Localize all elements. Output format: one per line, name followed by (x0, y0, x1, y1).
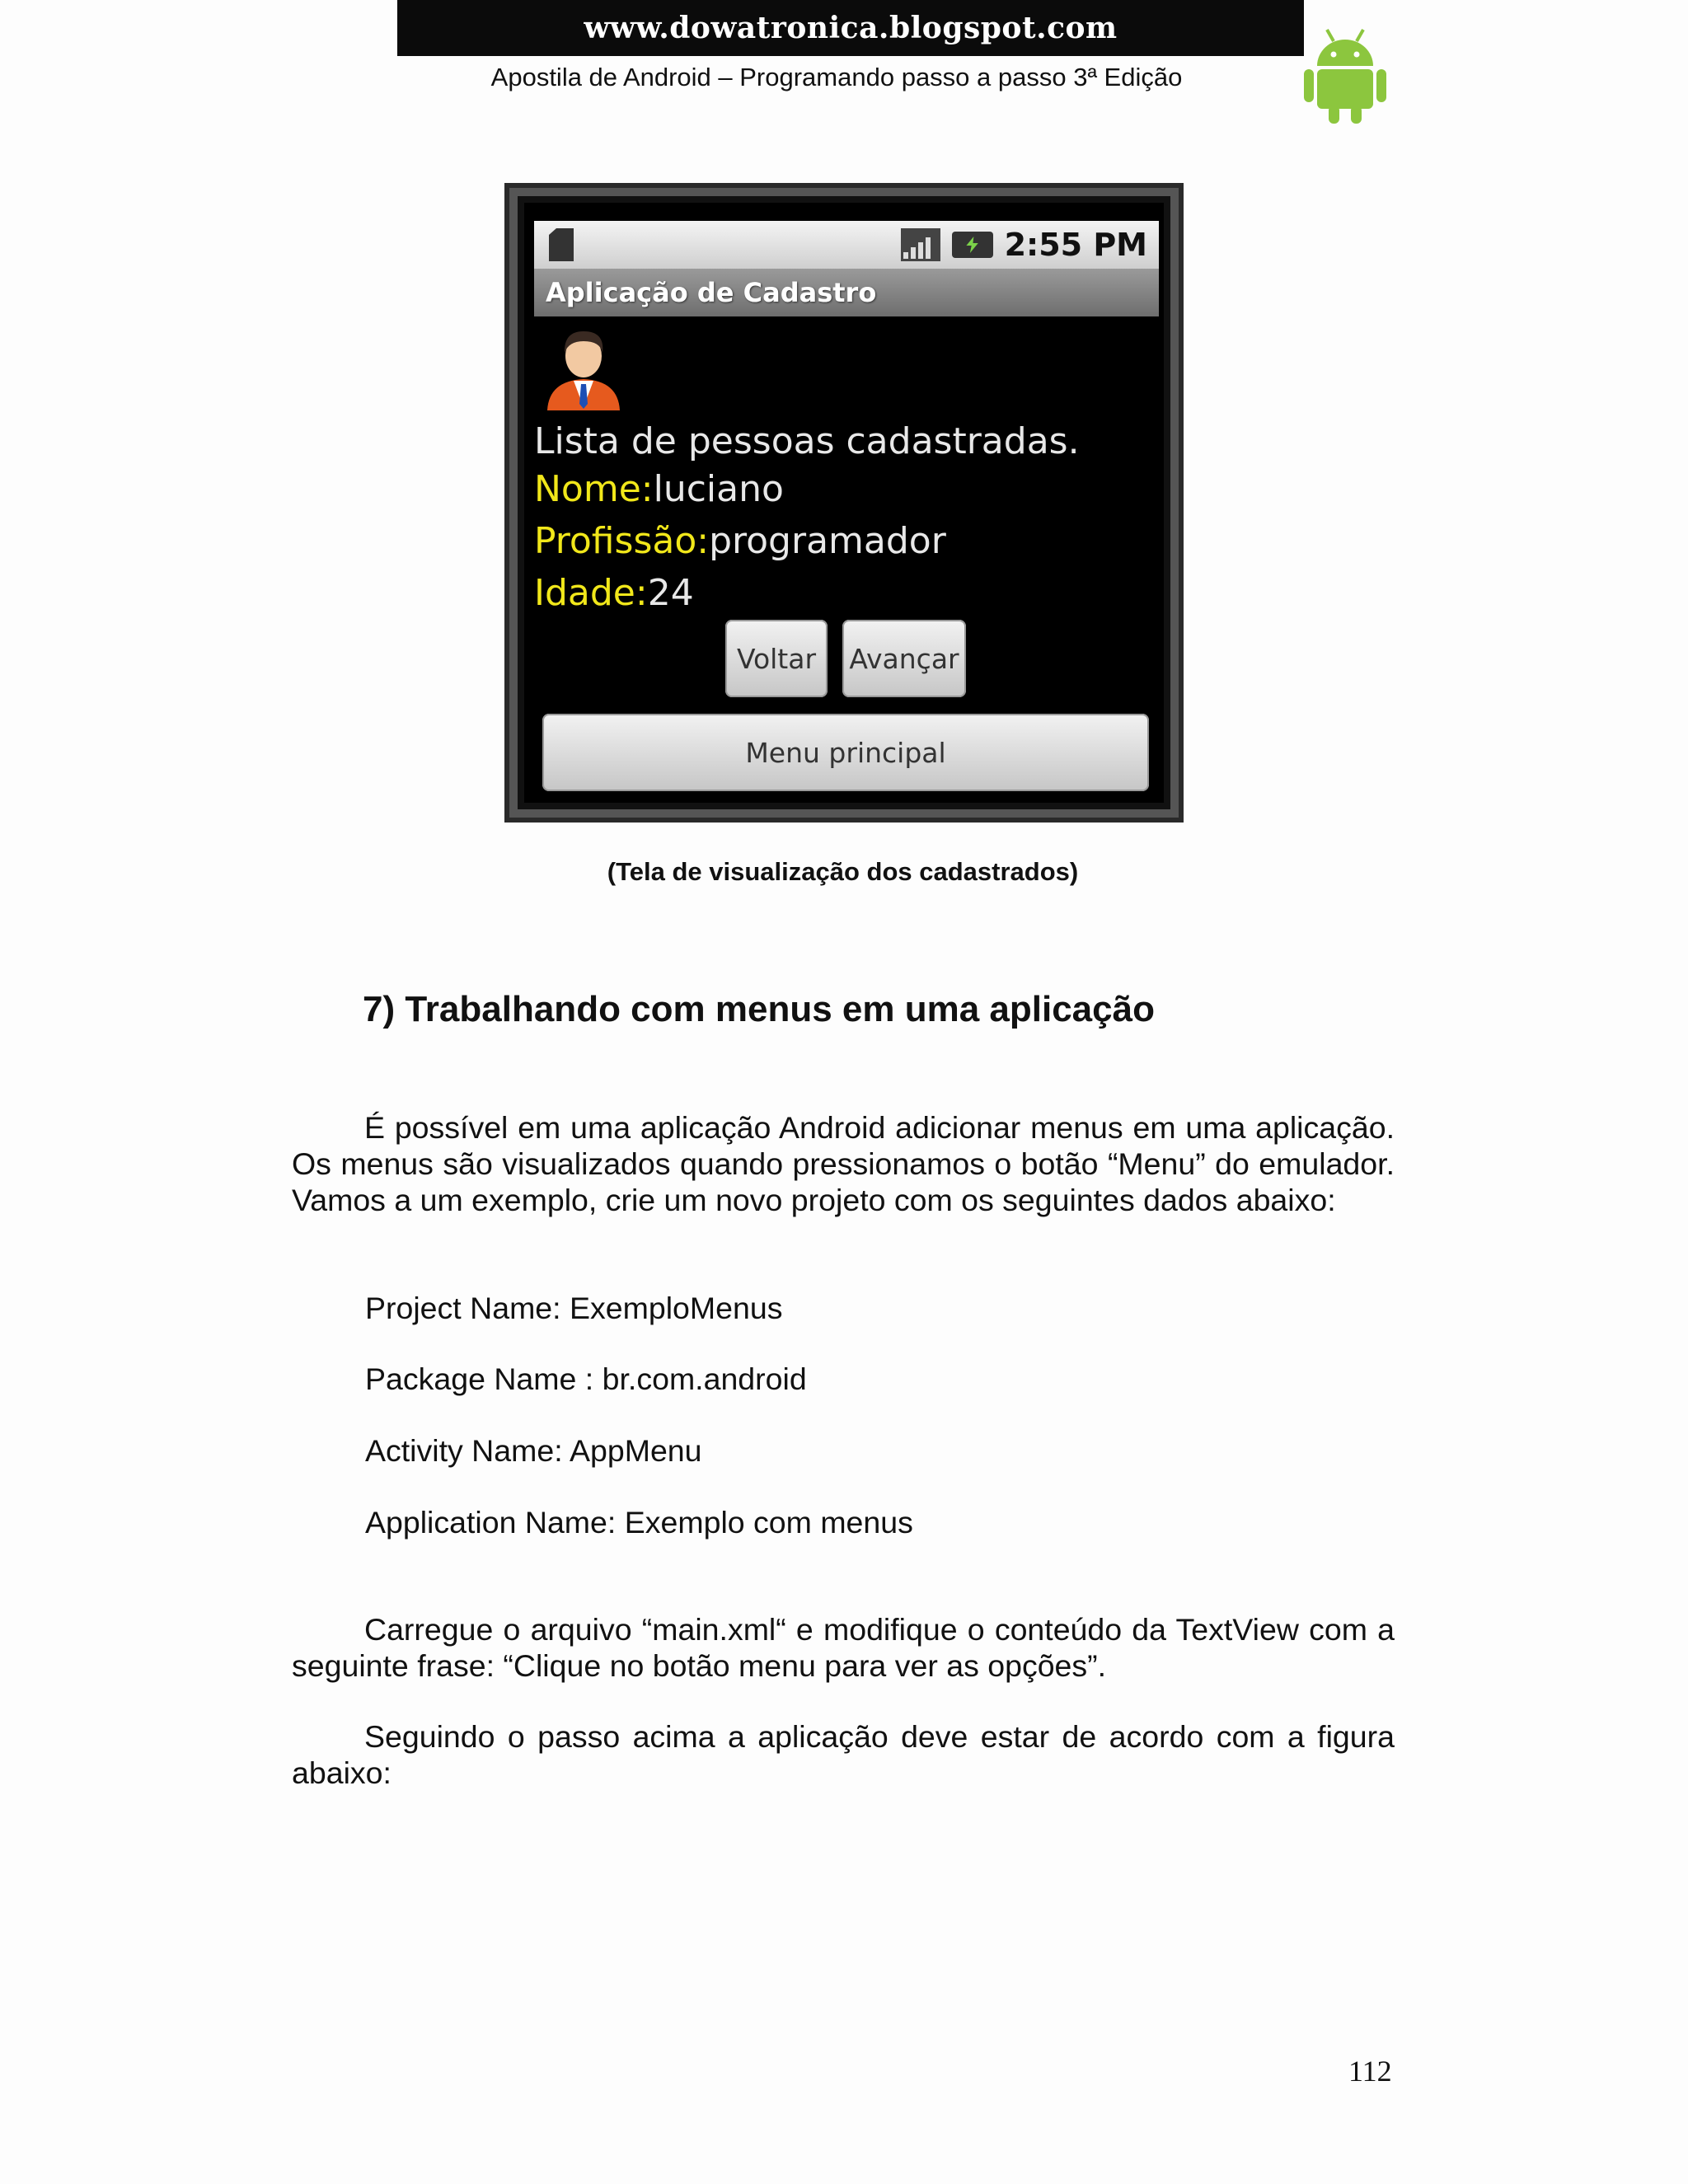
app-title-bar: Aplicação de Cadastro (534, 269, 1159, 316)
main-menu-button[interactable]: Menu principal (542, 714, 1149, 791)
age-value: 24 (647, 572, 694, 614)
status-bar (534, 221, 1159, 269)
name-row (534, 468, 784, 510)
package-name-line: Package Name : br.com.android (365, 1361, 807, 1396)
next-button[interactable]: Avançar (842, 620, 966, 697)
sd-card-icon (549, 228, 574, 261)
profession-value: programador (709, 520, 946, 562)
name-value: luciano (653, 468, 784, 510)
phone-screenshot (504, 183, 1184, 823)
name-label: Nome: (534, 468, 654, 510)
project-name-line: Project Name: ExemploMenus (365, 1291, 783, 1325)
back-button[interactable]: Voltar (725, 620, 828, 697)
intro-text: É possível em uma aplicação Android adicionar menus em uma aplicação. Os menus são visualizados quando pressionamos o botão “Menu” do emulador. Vamos a um exemplo, crie um novo projeto com os seguintes dados abaixo: (292, 1110, 1395, 1217)
activity-name-line: Activity Name: AppMenu (365, 1433, 702, 1468)
profession-label: Profissão: (534, 520, 710, 562)
main-xml-text: Carregue o arquivo “main.xml“ e modifique o conteúdo da TextView com a seguinte frase: “Clique no botão menu para ver as opções”. (292, 1612, 1395, 1683)
user-avatar-icon (542, 321, 625, 412)
intro-paragraph (292, 1109, 1395, 1218)
profession-row (534, 520, 946, 562)
site-banner: www.dowatronica.blogspot.com (397, 0, 1304, 56)
section-heading: 7) Trabalhando com menus em uma aplicação (363, 989, 1155, 1029)
main-xml-paragraph (292, 1611, 1395, 1684)
list-heading: Lista de pessoas cadastradas. (534, 420, 1080, 462)
age-label: Idade: (534, 572, 648, 614)
page-number: 112 (1348, 2055, 1392, 2088)
age-row (534, 572, 694, 614)
figure-caption: (Tela de visualização dos cadastrados) (607, 857, 1079, 886)
next-step-text: Seguindo o passo acima a aplicação deve estar de acordo com a figura abaixo: (292, 1719, 1395, 1790)
battery-charging-icon (952, 232, 993, 258)
document-subtitle: Apostila de Android – Programando passo a passo 3ª Edição (490, 63, 1183, 91)
android-robot-icon (1302, 25, 1388, 125)
next-step-paragraph (292, 1718, 1395, 1791)
application-name-line: Application Name: Exemplo com menus (365, 1505, 913, 1540)
status-time: 2:55 PM (1004, 227, 1147, 263)
signal-icon (901, 228, 940, 261)
